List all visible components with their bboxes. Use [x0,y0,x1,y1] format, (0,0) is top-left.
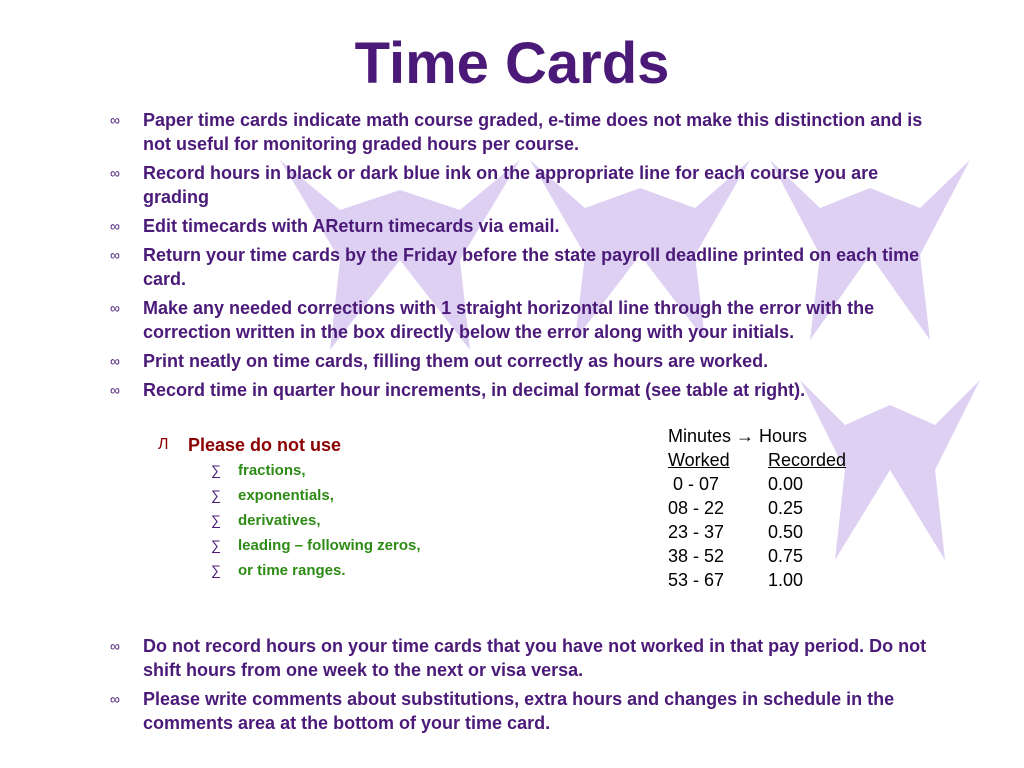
table-header-row [668,448,846,472]
do-not-use-item [211,508,421,533]
conversion-table [668,424,846,592]
do-not-use-list [158,458,421,583]
col-worked-header: Worked [668,450,730,470]
bullet-text: Make any needed corrections with 1 straight horizontal line through the error with the correction written in the box directly below the error along with your initials. [143,298,875,342]
bullet-text: Please write comments about substitutions, extra hours and changes in schedule in the comments area at the bottom of your time card. [143,689,895,733]
bullet-item [110,349,930,373]
do-not-use-item [211,458,421,483]
table-row [668,544,846,568]
bullet-item [110,161,930,209]
bullet-item [110,296,930,344]
bullet-symbol: Л [158,436,169,453]
bullet-symbol: ∞ [110,112,120,128]
do-not-use-section [158,432,421,583]
hours-recorded-cell: 0.75 [768,546,804,566]
hours-recorded-cell: 0.25 [768,498,804,518]
bullet-item [110,634,930,682]
bullet-symbol: ∞ [110,165,120,181]
bullet-text: Return your time cards by the Friday before the state payroll deadline printed on each time card. [143,245,920,289]
bullet-symbol: ∞ [110,300,120,316]
col-recorded-header: Recorded [768,450,847,470]
hours-recorded-cell: 0.00 [768,474,804,494]
minutes-worked-cell: 38 - 52 [668,546,725,566]
table-row [668,568,846,592]
bullet-item [110,378,930,402]
do-not-use-heading-text: Please do not use [188,435,342,455]
sigma-bullet-symbol: ∑ [211,562,221,578]
sigma-bullet-symbol: ∑ [211,487,221,503]
do-not-use-heading [158,432,421,458]
table-row [668,472,846,496]
do-not-use-item [211,483,421,508]
bottom-bullet-list [110,634,930,740]
bullet-symbol: ∞ [110,353,120,369]
bullet-symbol: ∞ [110,691,120,707]
bullet-symbol: ∞ [110,382,120,398]
do-not-use-item-text: exponentials, [238,487,334,504]
do-not-use-item-text: derivatives, [238,512,321,529]
sigma-bullet-symbol: ∑ [211,462,221,478]
minutes-worked-cell: 0 - 07 [668,474,720,494]
do-not-use-item-text: or time ranges. [238,562,346,579]
bullet-item [110,214,930,238]
bullet-symbol: ∞ [110,247,120,263]
top-bullet-list [110,108,930,407]
sigma-bullet-symbol: ∑ [211,512,221,528]
hours-recorded-cell: 0.50 [768,522,804,542]
table-title: Minutes → Hours [668,426,808,446]
bullet-item [110,687,930,735]
do-not-use-item [211,533,421,558]
do-not-use-item-text: fractions, [238,462,306,479]
do-not-use-item [211,558,421,583]
page-title: Time Cards [354,31,670,96]
table-row [668,520,846,544]
minutes-worked-cell: 23 - 37 [668,522,725,542]
bullet-text: Do not record hours on your time cards that you have not worked in that pay period. Do not shift hours from one week to the next or visa versa. [143,636,927,680]
bullet-symbol: ∞ [110,638,120,654]
bullet-text: Print neatly on time cards, filling them out correctly as hours are worked. [143,351,769,371]
table-row [668,496,846,520]
bullet-item [110,243,930,291]
bullet-symbol: ∞ [110,218,120,234]
bullet-text: Paper time cards indicate math course graded, e-time does not make this distinction and is not useful for monitoring graded hours per course. [143,110,923,154]
hours-recorded-cell: 1.00 [768,570,804,590]
bullet-text: Record time in quarter hour increments, in decimal format (see table at right). [143,380,806,400]
sigma-bullet-symbol: ∑ [211,537,221,553]
do-not-use-item-text: leading – following zeros, [238,537,421,554]
bullet-item [110,108,930,156]
bullet-text: Record hours in black or dark blue ink on the appropriate line for each course you are grading [143,163,879,207]
minutes-worked-cell: 53 - 67 [668,570,725,590]
bullet-text: Edit timecards with AReturn timecards via email. [143,216,560,236]
minutes-worked-cell: 08 - 22 [668,498,725,518]
